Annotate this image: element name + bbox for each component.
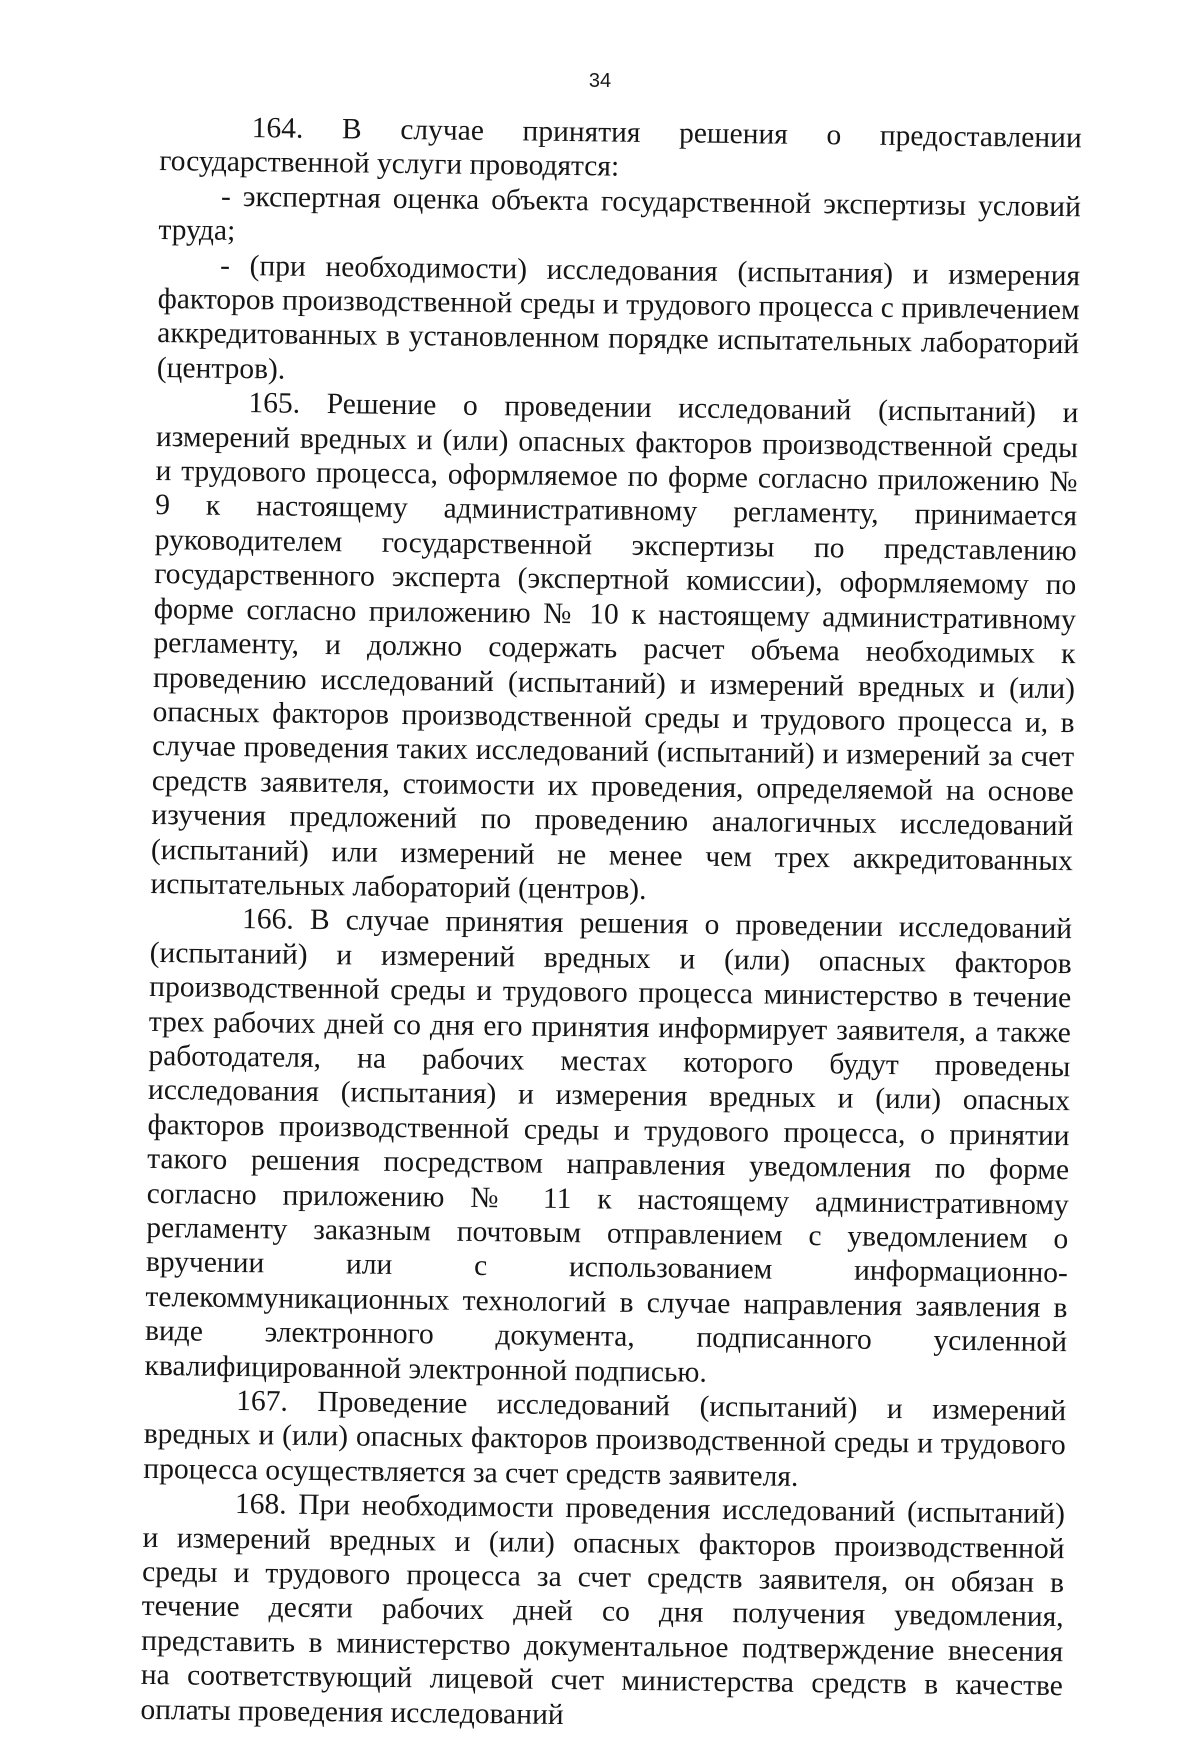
page-number: 34 bbox=[588, 70, 612, 92]
paragraph-164: 164. В случае принятия решения о предоставлении государственной услуги проводятся: bbox=[159, 112, 1082, 184]
paragraph-165: 165. Решение о проведении исследований (испытаний) и измерений вредных и (или) опасных факторов производственной среды и трудового процесса, оформляемое по форме согласно приложению № 9 к настоящему административному регламенту, принимается руководителем государственной экспертизы по представлению государственного эксперта (экспертной комиссии), оформляемому по форме согласно приложению № 10 к настоящему административному регламенту, и должно содержать расчет объема необходимых к проведению исследований (испытаний) и измерений вредных и (или) опасных факторов производственной среды и трудового процесса и, в случае проведения таких исследований (испытаний) и измерений за счет средств заявителя, стоимости их проведения, определяемой на основе изучения предложений по проведению аналогичных исследований (испытаний) или измерений не менее чем трех аккредитованных испытательных лабораторий (центров). bbox=[150, 387, 1079, 906]
paragraph-168: 168. При необходимости проведения исследований (испытаний) и измерений вредных и (или) опасных факторов производственной среды и трудового процесса за счет средств заявителя, он обязан в течение десяти рабочих дней со дня получения уведомления, представить в министерство документальное подтверждение внесения на соответствующий лицевой счет министерства средств в качестве оплаты проведения исследований bbox=[140, 1488, 1066, 1731]
list-item-expert-assessment: - экспертная оценка объекта государственной экспертизы условий труда; bbox=[158, 180, 1082, 248]
document-body bbox=[140, 110, 1082, 1738]
list-item-research-measurements: - (при необходимости) исследования (испытания) и измерения факторов производственной среды и трудового процесса с привлечением аккредитованных в установленном порядке испытательных лабораторий (центров). bbox=[156, 249, 1081, 386]
paragraph-166: 166. В случае принятия решения о проведении исследований (испытаний) и измерений вредных и (или) опасных факторов производственной среды и трудового процесса министерство в течение трех рабочих дней со дня его принятия информирует заявителя, а также работодателя, на рабочих местах которого будут проведены исследования (испытания) и измерения вредных и (или) опасных факторов производственной среды и трудового процесса, о принятии такого решения посредством направления уведомления по форме согласно приложению № 11 к настоящему административному регламенту заказным почтовым отправлением с уведомлением о вручении или с использованием информационно-телекоммуникационных технологий в случае направления заявления в виде электронного документа, подписанного усиленной квалифицированной электронной подписью. bbox=[144, 903, 1073, 1389]
paragraph-167: 167. Проведение исследований (испытаний) и измерений вредных и (или) опасных факторов производственной среды и трудового процесса осуществляется за счет средств заявителя. bbox=[143, 1385, 1067, 1493]
